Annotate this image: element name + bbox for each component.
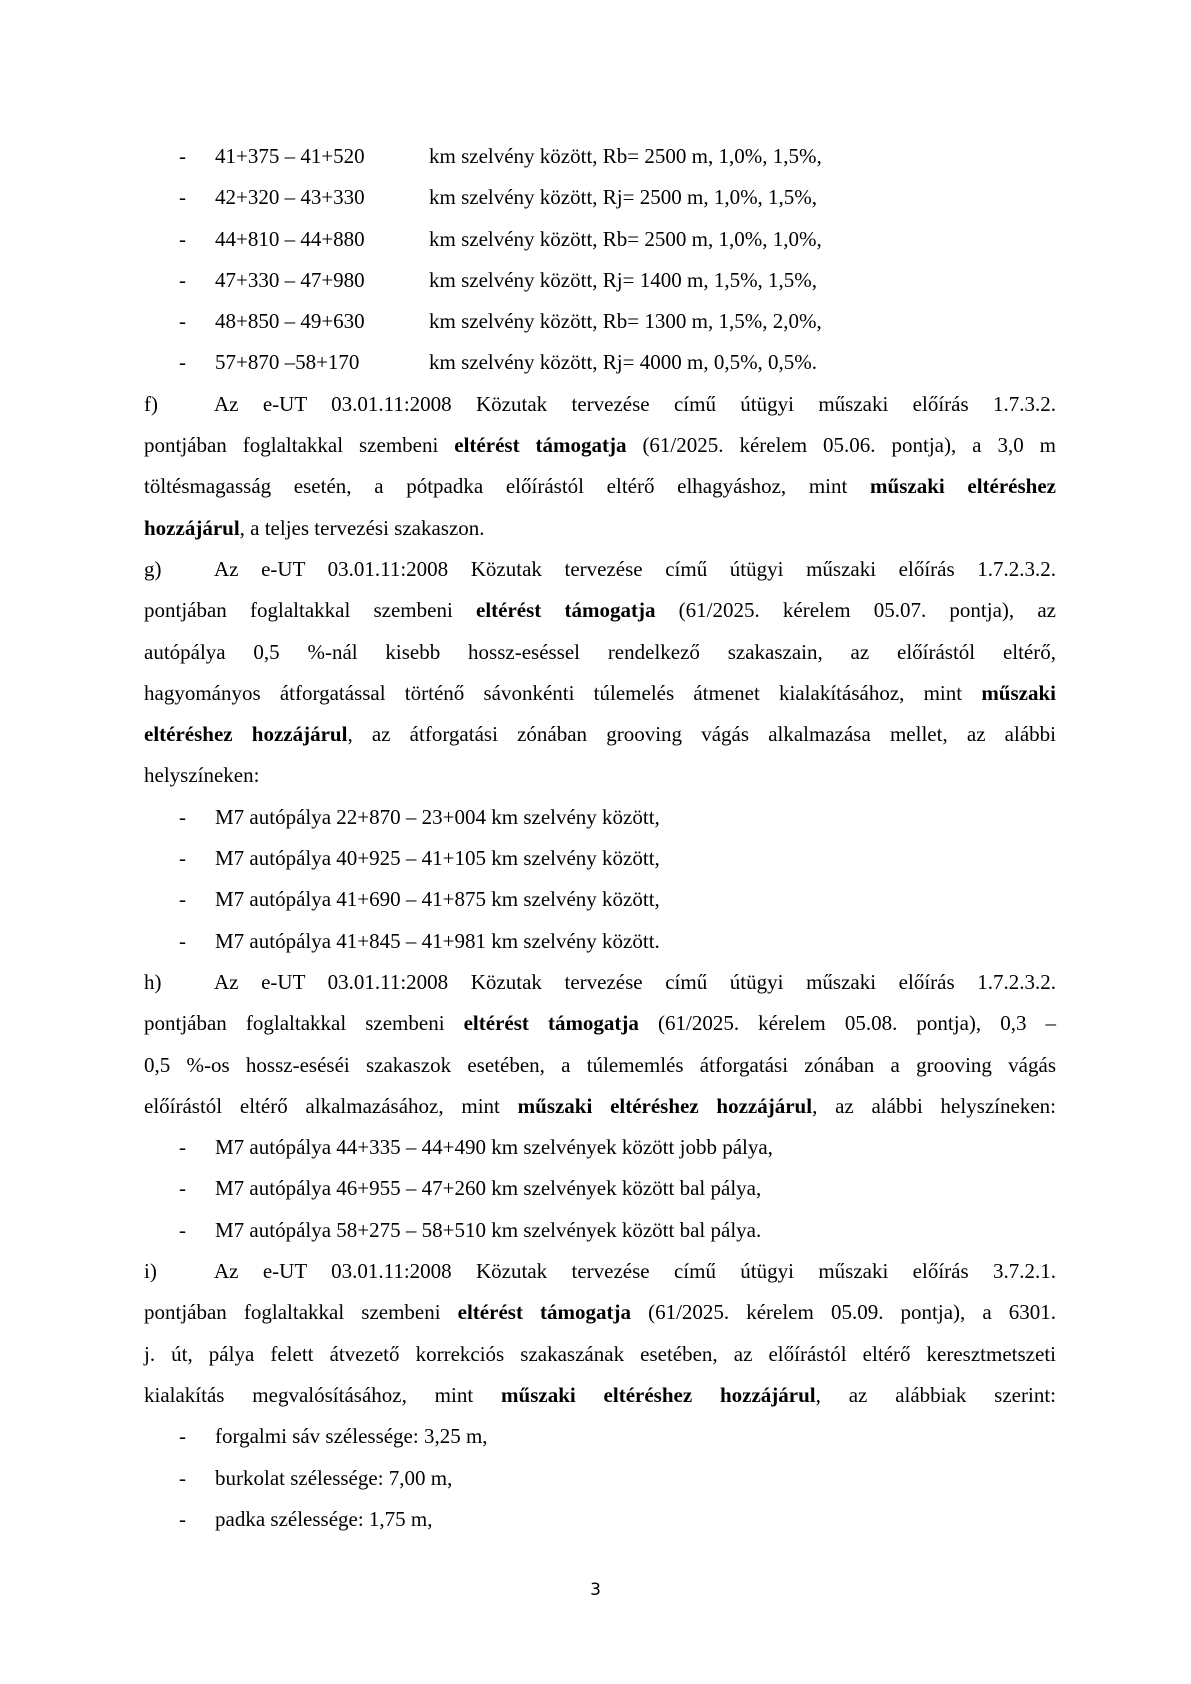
paragraph-line: kialakítás megvalósításához, mint műszaki eltéréshez hozzájárul, az alábbiak szerint: xyxy=(144,1382,1056,1407)
paragraph-f xyxy=(144,384,1056,549)
paragraph-line: eltéréshez hozzájárul, az átforgatási zónában grooving vágás alkalmazása mellet, az alábbi xyxy=(144,722,1056,747)
paragraph-line: hagyományos átforgatással történő sávonkénti túlemelés átmenet kialakításához, mint műszaki xyxy=(144,680,1056,705)
list-item: - M7 autópálya 58+275 – 58+510 km szelvények között bal pálya. xyxy=(179,1217,762,1242)
paragraph-line: f) Az e-UT 03.01.11:2008 Közutak tervezése című útügyi műszaki előírás 1.7.3.2. xyxy=(144,384,1056,425)
paragraph-line: előírástól eltérő alkalmazásához, mint műszaki eltéréshez hozzájárul, az alábbi helyszíneken: xyxy=(144,1093,1056,1118)
km-range-list xyxy=(144,136,1056,384)
page-number: 3 xyxy=(590,1580,601,1600)
paragraph-line: pontjában foglaltakkal szembeni eltérést támogatja (61/2025. kérelem 05.08. pontja), 0,3 – xyxy=(144,1011,1057,1036)
item-label: g) xyxy=(144,556,162,581)
paragraph-line: j. út, pálya felett átvezető korrekciós szakaszának esetében, az előírástól eltérő keresztmetszeti xyxy=(144,1341,1056,1366)
paragraph-line: helyszíneken: xyxy=(144,763,260,788)
paragraph-line: pontjában foglaltakkal szembeni eltérést támogatja (61/2025. kérelem 05.06. pontja), a 3,0 m xyxy=(144,433,1056,458)
paragraph-line: h) Az e-UT 03.01.11:2008 Közutak tervezése című útügyi műszaki előírás 1.7.2.3.2. xyxy=(144,962,1056,1003)
list-item: - M7 autópálya 22+870 – 23+004 km szelvény között, xyxy=(179,804,660,829)
list-item: - M7 autópálya 44+335 – 44+490 km szelvények között jobb pálya, xyxy=(179,1135,773,1160)
paragraph-line: 0,5 %-os hossz-eséséi szakaszok esetében, a túlememlés átforgatási zónában a grooving vágás xyxy=(144,1052,1056,1077)
list-item: - 44+810 – 44+880 km szelvény között, Rb= 2500 m, 1,0%, 1,0%, xyxy=(179,226,822,251)
list-item: - M7 autópálya 40+925 – 41+105 km szelvény között, xyxy=(179,846,660,871)
list-item: - M7 autópálya 46+955 – 47+260 km szelvények között bal pálya, xyxy=(179,1176,762,1201)
paragraph-line: i) Az e-UT 03.01.11:2008 Közutak tervezése című útügyi műszaki előírás 3.7.2.1. xyxy=(144,1251,1056,1292)
paragraph-line: autópálya 0,5 %-nál kisebb hossz-eséssel rendelkező szakaszain, az előírástól eltérő, xyxy=(144,639,1056,664)
item-label: f) xyxy=(144,391,158,416)
paragraph-line: hozzájárul, a teljes tervezési szakaszon. xyxy=(144,515,485,540)
list-item: - 41+375 – 41+520 km szelvény között, Rb= 2500 m, 1,0%, 1,5%, xyxy=(179,144,822,168)
paragraph-line: g) Az e-UT 03.01.11:2008 Közutak tervezése című útügyi műszaki előírás 1.7.2.3.2. xyxy=(144,549,1056,590)
paragraph-line: pontjában foglaltakkal szembeni eltérést támogatja (61/2025. kérelem 05.07. pontja), az xyxy=(144,598,1057,623)
paragraph-g xyxy=(144,549,1056,962)
item-label: h) xyxy=(144,969,162,994)
paragraph-line: töltésmagasság esetén, a pótpadka előírástól eltérő elhagyáshoz, mint műszaki eltéréshez xyxy=(144,474,1056,499)
list-item: - padka szélessége: 1,75 m, xyxy=(179,1506,433,1531)
list-item: - 57+870 –58+170 km szelvény között, Rj= 4000 m, 0,5%, 0,5%. xyxy=(179,350,818,375)
paragraph-line: pontjában foglaltakkal szembeni eltérést támogatja (61/2025. kérelem 05.09. pontja), a 6301. xyxy=(144,1300,1056,1325)
list-item: - 42+320 – 43+330 km szelvény között, Rj= 2500 m, 1,0%, 1,5%, xyxy=(179,185,818,210)
list-item: - forgalmi sáv szélessége: 3,25 m, xyxy=(179,1424,488,1449)
list-item: - M7 autópálya 41+690 – 41+875 km szelvény között, xyxy=(179,887,660,912)
list-item: - burkolat szélessége: 7,00 m, xyxy=(179,1465,453,1490)
paragraph-i xyxy=(144,1251,1056,1540)
list-item: - 47+330 – 47+980 km szelvény között, Rj= 1400 m, 1,5%, 1,5%, xyxy=(179,267,818,292)
list-item: - 48+850 – 49+630 km szelvény között, Rb= 1300 m, 1,5%, 2,0%, xyxy=(179,309,822,334)
item-label: i) xyxy=(144,1259,157,1284)
paragraph-h xyxy=(144,962,1056,1251)
document-body xyxy=(144,136,1056,1540)
list-item: - M7 autópálya 41+845 – 41+981 km szelvény között. xyxy=(179,928,660,953)
